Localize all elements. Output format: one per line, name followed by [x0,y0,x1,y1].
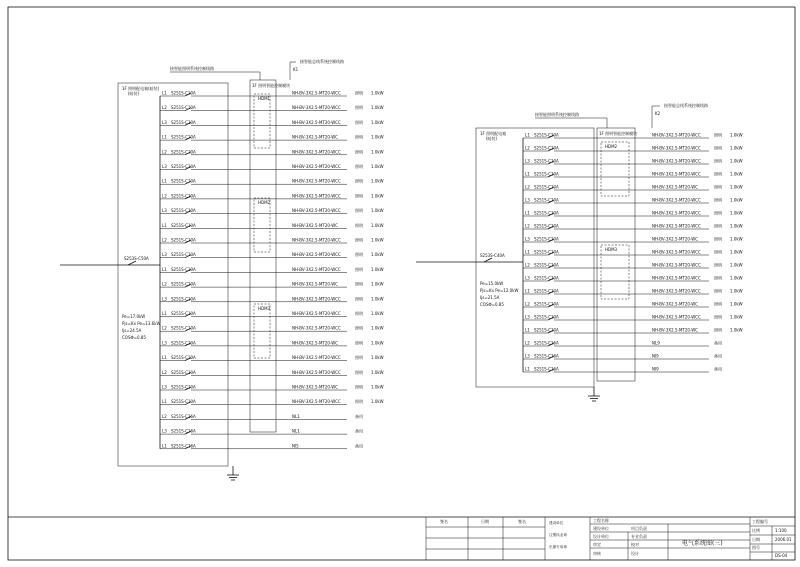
module-subbox [601,142,629,196]
branch-breaker: S251S-C10A [171,105,196,111]
control-module-outline [250,80,276,432]
branch-breaker: S251S-C10A [171,325,196,331]
branch-cable: NH-BV-3X2.5-MT20-WCC [292,266,341,272]
cabinet-title: 1F 照明配电箱(暗装) [122,86,160,91]
branch-cable: NH-BV-3X2.5-MT20-WC [292,340,338,346]
branch-cable: NH-BV-3X2.5-MT20-WC [652,184,698,190]
branch-phase: L3 [162,119,167,125]
branch-load: 1.0kW [730,171,743,177]
branch-cable: NH-BV-3X2.5-MT20-WCC [292,355,341,361]
branch-phase: L1 [525,132,530,138]
branch-usage: 照明 [355,178,363,184]
module-subbox-label: HDM2 [258,200,271,205]
branch-cable: NH-BV-3X2.5-MT20-WCC [292,90,341,96]
branch-usage: 照明 [714,288,722,294]
branch-load: 1.0kW [730,236,743,242]
branch-usage: 照明 [355,252,363,258]
drawing-title: 电气系统图(三) [682,540,723,547]
branch-phase: L3 [525,314,530,320]
stamp-line-2: 注册执业章 [549,533,567,537]
panel-2-diagram [416,102,743,401]
branch-usage: 备用 [355,413,363,419]
branch-cable: NH-BV-3X2.5-MT20-WCC [652,145,701,151]
role-checker: 校对 [631,542,639,547]
branch-cable: NH-BV-3X2.5-MT20-WCC [292,193,341,199]
branch-breaker: S251S-C10A [534,262,559,268]
scale-label: 比例 [752,528,760,533]
branch-load: 1.0kW [730,132,743,138]
branch-breaker: S251S-C10A [534,171,559,177]
branch-usage: 照明 [355,222,363,228]
branch-usage: 照明 [355,237,363,243]
branch-breaker: S251S-C10A [534,249,559,255]
branch-cable: NH-BV-3X2.5-MT20-WCC [652,223,701,229]
branch-breaker: S251S-C10A [534,327,559,333]
control-bus-note: 接智能总线系统控制线路 [664,103,708,108]
branch-breaker: S251S-C10A [534,223,559,229]
branch-phase: L3 [162,208,167,214]
branch-load: 1.0kW [730,262,743,268]
branch-breaker: S251S-C10A [171,355,196,361]
sign-header-1: 签名 [440,519,448,524]
branch-phase: L1 [162,90,167,96]
branch-breaker: S251S-C10A [534,275,559,281]
branch-cable: NI5 [292,443,299,449]
branch-breaker: S251S-C10A [171,281,196,287]
branch-load: 1.0kW [371,134,384,140]
role-designer: 设计 [631,551,639,556]
load-parameter: COSΦ=0.85 [122,335,146,340]
branch-phase: L2 [162,369,167,375]
branch-phase: L2 [162,149,167,155]
branch-breaker: S251S-C10A [171,208,196,214]
branch-phase: L3 [525,236,530,242]
branch-phase: L3 [162,164,167,169]
branch-usage: 备用 [714,353,722,359]
branch-phase: L1 [162,222,167,228]
branch-load: 1.0kW [730,249,743,255]
branch-cable: NH-BV-3X2.5-MT20-WCC [292,399,341,405]
sign-header-2: 日期 [481,519,489,524]
branch-breaker: S251S-C10A [171,266,196,272]
scale-value: 1:100 [775,528,787,533]
load-parameter: Pe=17.0kW [122,314,146,319]
branch-phase: L3 [525,158,530,164]
branch-usage: 照明 [714,210,722,216]
branch-load: 1.0kW [730,158,743,164]
branch-phase: L1 [162,178,167,184]
field-approved: 审定 [593,542,601,547]
module-subbox [254,198,270,252]
branch-breaker: S251S-C16A [534,366,559,372]
branch-phase: L1 [162,311,167,316]
branch-load: 1.0kW [730,184,743,190]
branch-usage: 照明 [355,119,363,125]
branch-breaker: S251S-C10A [534,314,559,320]
incoming-breaker-label: S253S-C40A [480,253,505,258]
branch-load: 1.0kW [371,193,384,199]
branch-phase: L1 [525,327,530,333]
branch-breaker: S251S-C10A [534,145,559,151]
branch-phase: L1 [162,399,167,405]
branch-load: 1.0kW [730,275,743,281]
branch-load: 1.0kW [371,296,384,302]
branch-cable: NH-BV-3X2.5-MT20-WCC [292,296,341,302]
branch-usage: 照明 [355,149,363,155]
branch-phase: L2 [525,301,530,307]
branch-phase: L2 [525,145,530,151]
branch-breaker: S251S-C10A [534,236,559,242]
branch-breaker: S251S-C16A [171,413,196,419]
cabinet-outline [118,83,228,466]
control-link-note: 接智能照明系统控制线路 [535,112,579,117]
branch-phase: L2 [162,325,167,331]
branch-load: 1.0kW [730,145,743,151]
branch-load: 1.0kW [371,119,384,125]
branch-breaker: S251S-C10A [534,197,559,203]
incoming-breaker-contact [484,258,492,262]
branch-breaker: S251S-C10A [171,399,196,405]
module-subbox-label: HDM1 [258,96,271,101]
branch-usage: 照明 [714,171,722,177]
module-subbox-label: HDM3 [605,247,618,252]
branch-breaker: S251S-C16A [534,340,559,346]
date-value: 2006.01 [775,537,792,542]
branch-usage: 照明 [714,327,722,333]
branch-cable: NH-BV-3X2.5-MT20-WCC [292,105,341,111]
branch-cable: NH-BV-3X2.5-MT20-WC [652,236,698,242]
branch-phase: L2 [525,184,530,190]
branch-phase: L3 [162,296,167,302]
module-subbox-label: HDM3 [258,306,271,311]
branch-breaker: S251S-C10A [171,311,196,316]
branch-phase: L2 [162,193,167,199]
branch-usage: 照明 [355,281,363,287]
branch-breaker: S251S-C10A [171,340,196,346]
branch-breaker: S251S-C10A [171,149,196,155]
branch-usage: 照明 [714,132,722,138]
incoming-breaker-label: S253S-C50A [124,256,149,261]
branch-breaker: S251S-C10A [171,296,196,302]
branch-load: 1.0kW [371,266,384,272]
load-parameter: Ijs=24.5A [122,328,142,333]
branch-phase: L3 [162,340,167,346]
branch-phase: L2 [525,223,530,229]
branch-phase: L1 [162,266,167,272]
branch-breaker: S251S-C10A [171,193,196,199]
branch-breaker: S251S-C10A [171,134,196,140]
branch-cable: NH-BV-3X2.5-MT20-WCC [292,178,341,184]
branch-breaker: S251S-C16A [171,443,196,449]
branch-load: 1.0kW [371,149,384,155]
branch-cable: NH-BV-3X2.5-MT20-WC [292,222,338,228]
branch-phase: L3 [162,384,167,390]
branch-breaker: S251S-C10A [171,164,196,169]
load-parameter: Pjs=Kx Pe=12.0kW [480,288,519,293]
branch-cable: NL1 [292,413,300,419]
branch-load: 1.0kW [371,164,384,169]
branch-load: 1.0kW [730,314,743,320]
control-module-title: 1F 照明智能控制模块 [599,131,638,136]
cabinet-subtitle: (暗装) [128,91,140,96]
branch-breaker: S251S-C16A [171,428,196,434]
drawing-number-value: DS-04 [775,553,788,558]
branch-breaker: S251S-C10A [171,178,196,184]
branch-phase: L1 [162,355,167,361]
branch-cable: NH-BV-3X2.5-MT20-WC [652,301,698,307]
branch-usage: 照明 [714,184,722,190]
branch-cable: NH-BV-3X2.5-MT20-WCC [292,252,341,258]
role-project-lead: 项目负责 [631,526,647,531]
project-number-label: 工程编号 [752,519,768,524]
branch-cable: NH-BV-3X2.5-MT20-WCC [652,275,701,281]
branch-usage: 照明 [714,197,722,203]
branch-phase: L3 [525,197,530,203]
branch-usage: 照明 [714,158,722,164]
branch-cable: NH-BV-3X2.5-MT20-WCC [652,158,701,164]
branch-phase: L1 [525,249,530,255]
branch-cable: NH-BV-3X2.5-MT20-WCC [652,132,701,138]
branch-load: 1.0kW [730,327,743,333]
branch-breaker: S251S-C10A [534,210,559,216]
branch-usage: 照明 [355,193,363,199]
branch-load: 1.0kW [371,369,384,375]
module-subbox [601,245,629,299]
branch-breaker: S251S-C16A [534,353,559,359]
branch-usage: 照明 [714,236,722,242]
branch-usage: 照明 [355,90,363,96]
branch-usage: 照明 [355,399,363,405]
branch-cable: NH-BV-3X2.5-MT20-WC [292,134,338,140]
branch-breaker: S251S-C10A [534,301,559,307]
branch-phase: L3 [162,252,167,258]
branch-load: 1.0kW [730,223,743,229]
load-parameter: Pjs=Kx Pe=13.6kW [122,321,161,326]
branch-phase: L2 [162,105,167,111]
role-discipline-lead: 专业负责 [631,534,647,539]
branch-usage: 备用 [714,366,722,372]
branch-phase: L3 [162,428,167,434]
branch-load: 1.0kW [371,237,384,243]
branch-usage: 照明 [355,134,363,140]
branch-cable: NI9 [652,353,659,359]
branch-usage: 照明 [714,223,722,229]
branch-phase: L3 [525,275,530,281]
branch-usage: 照明 [355,105,363,111]
branch-phase: L2 [162,281,167,287]
branch-cable: NH-BV-3X2.5-MT20-WCC [292,369,341,375]
branch-usage: 照明 [355,208,363,214]
control-bus-note: 接智能总线系统控制线路 [300,59,344,64]
branch-cable: NH-BV-3X2.5-MT20-WCC [652,262,701,268]
panel-1-diagram [60,58,384,480]
branch-usage: 照明 [355,296,363,302]
cabinet-title: 1F 照明配电箱 [480,131,507,136]
branch-cable: NH-BV-3X2.5-MT20-WCC [292,164,341,169]
stamp-line-1: 建设单位 [549,521,564,525]
branch-load: 1.0kW [371,208,384,214]
branch-cable: NL1 [292,428,300,434]
control-module-title: 1F 照明智能控制模块 [252,83,291,88]
branch-load: 1.0kW [371,252,384,258]
branch-cable: NH-BV-3X2.5-MT20-WC [292,281,338,287]
branch-phase: L1 [525,171,530,177]
branch-usage: 照明 [355,384,363,390]
branch-breaker: S251S-C10A [171,369,196,375]
branch-breaker: S251S-C10A [171,252,196,258]
branch-breaker: S251S-C10A [171,384,196,390]
branch-cable: NH-BV-3X2.5-MT20-WCC [652,288,701,294]
branch-cable: NH-BV-3X2.5-MT20-WC [292,384,338,390]
branch-cable: NH-BV-3X2.5-MT20-WCC [652,171,701,177]
branch-load: 1.0kW [371,399,384,405]
branch-cable: NH-BV-3X2.5-MT20-WCC [652,314,701,320]
field-project-name: 工程名称 [593,518,609,523]
load-parameter: COSΦ=0.85 [480,302,504,307]
cabinet-subtitle: (暗装) [486,136,498,141]
branch-cable: NH-BV-3X2.5-MT20-WCC [292,119,341,125]
branch-load: 1.0kW [730,210,743,216]
control-module-outline [597,128,638,381]
title-block [426,517,795,560]
branch-load: 1.0kW [371,90,384,96]
field-designer: 设计单位 [593,534,609,539]
branch-usage: 照明 [355,164,363,169]
branch-usage: 备用 [714,340,722,346]
load-parameter: Pe=15.0kW [480,281,504,286]
branch-cable: NH-BV-3X2.5-MT20-WCC [292,325,341,331]
branch-phase: L1 [525,288,530,294]
branch-load: 1.0kW [371,311,384,316]
branch-usage: 照明 [714,301,722,307]
branch-cable: NH-BV-3X2.5-MT20-WCC [652,210,701,216]
branch-usage: 照明 [355,325,363,331]
branch-load: 1.0kW [371,325,384,331]
branch-usage: 照明 [714,275,722,281]
branch-load: 1.0kW [371,281,384,287]
stamp-line-3: 出图专用章 [549,545,567,549]
branch-breaker: S251S-C10A [534,184,559,190]
branch-cable: NH-BV-3X2.5-MT20-WCC [292,208,341,214]
branch-phase: L1 [162,134,167,140]
branch-phase: L2 [525,262,530,268]
branch-cable: NI9 [652,366,659,372]
branch-usage: 照明 [714,262,722,268]
control-module-tag: K1 [293,67,299,72]
control-module-tag: K2 [655,111,661,116]
branch-load: 1.0kW [371,355,384,361]
sign-header-3: 签名 [518,519,526,524]
branch-usage: 照明 [714,249,722,255]
branch-usage: 备用 [355,428,363,434]
field-client: 建设单位 [593,526,609,531]
module-subbox-label: HDM2 [605,144,618,149]
branch-load: 1.0kW [371,222,384,228]
branch-usage: 备用 [355,443,363,449]
branch-cable: NL9 [652,340,660,346]
branch-cable: NH-BV-3X2.5-MT20-WCC [292,149,341,155]
branch-breaker: S251S-C10A [534,288,559,294]
branch-phase: L1 [162,443,167,449]
branch-phase: L1 [525,366,530,372]
field-reviewed: 审核 [593,551,601,556]
branch-phase: L2 [162,237,167,243]
incoming-breaker-contact [128,261,136,265]
branch-phase: L1 [525,210,530,216]
control-link-note: 接智能照明系统控制线路 [170,66,214,71]
branch-load: 1.0kW [730,301,743,307]
branch-usage: 照明 [714,314,722,320]
branch-load: 1.0kW [371,384,384,390]
branch-breaker: S251S-C10A [171,222,196,228]
branch-usage: 照明 [355,369,363,375]
branch-usage: 照明 [355,266,363,272]
branch-usage: 照明 [714,145,722,151]
branch-breaker: S251S-C10A [171,90,196,96]
drawing-number-label: 图号 [752,545,760,550]
branch-usage: 照明 [355,311,363,316]
branch-load: 1.0kW [371,178,384,184]
branch-cable: NH-BV-3X2.5-MT20-WCC [292,237,341,243]
branch-cable: NH-BV-3X2.5-MT20-WC [652,327,698,333]
branch-phase: L2 [525,340,530,346]
branch-load: 1.0kW [730,197,743,203]
date-label: 日期 [752,537,760,542]
branch-cable: NH-BV-3X2.5-MT20-WCC [652,197,701,203]
branch-usage: 照明 [355,340,363,346]
branch-load: 1.0kW [730,288,743,294]
branch-load: 1.0kW [371,105,384,111]
branch-phase: L3 [525,353,530,359]
branch-breaker: S251S-C10A [171,237,196,243]
branch-cable: NH-BV-3X2.5-MT20-WCC [292,311,341,316]
branch-cable: NH-BV-3X2.5-MT20-WCC [652,249,701,255]
load-parameter: Ijs=21.5A [480,295,500,300]
branch-load: 1.0kW [371,340,384,346]
branch-breaker: S251S-C10A [534,158,559,164]
branch-breaker: S251S-C10A [171,119,196,125]
branch-breaker: S251S-C10A [534,132,559,138]
branch-usage: 照明 [355,355,363,361]
branch-phase: L2 [162,413,167,419]
